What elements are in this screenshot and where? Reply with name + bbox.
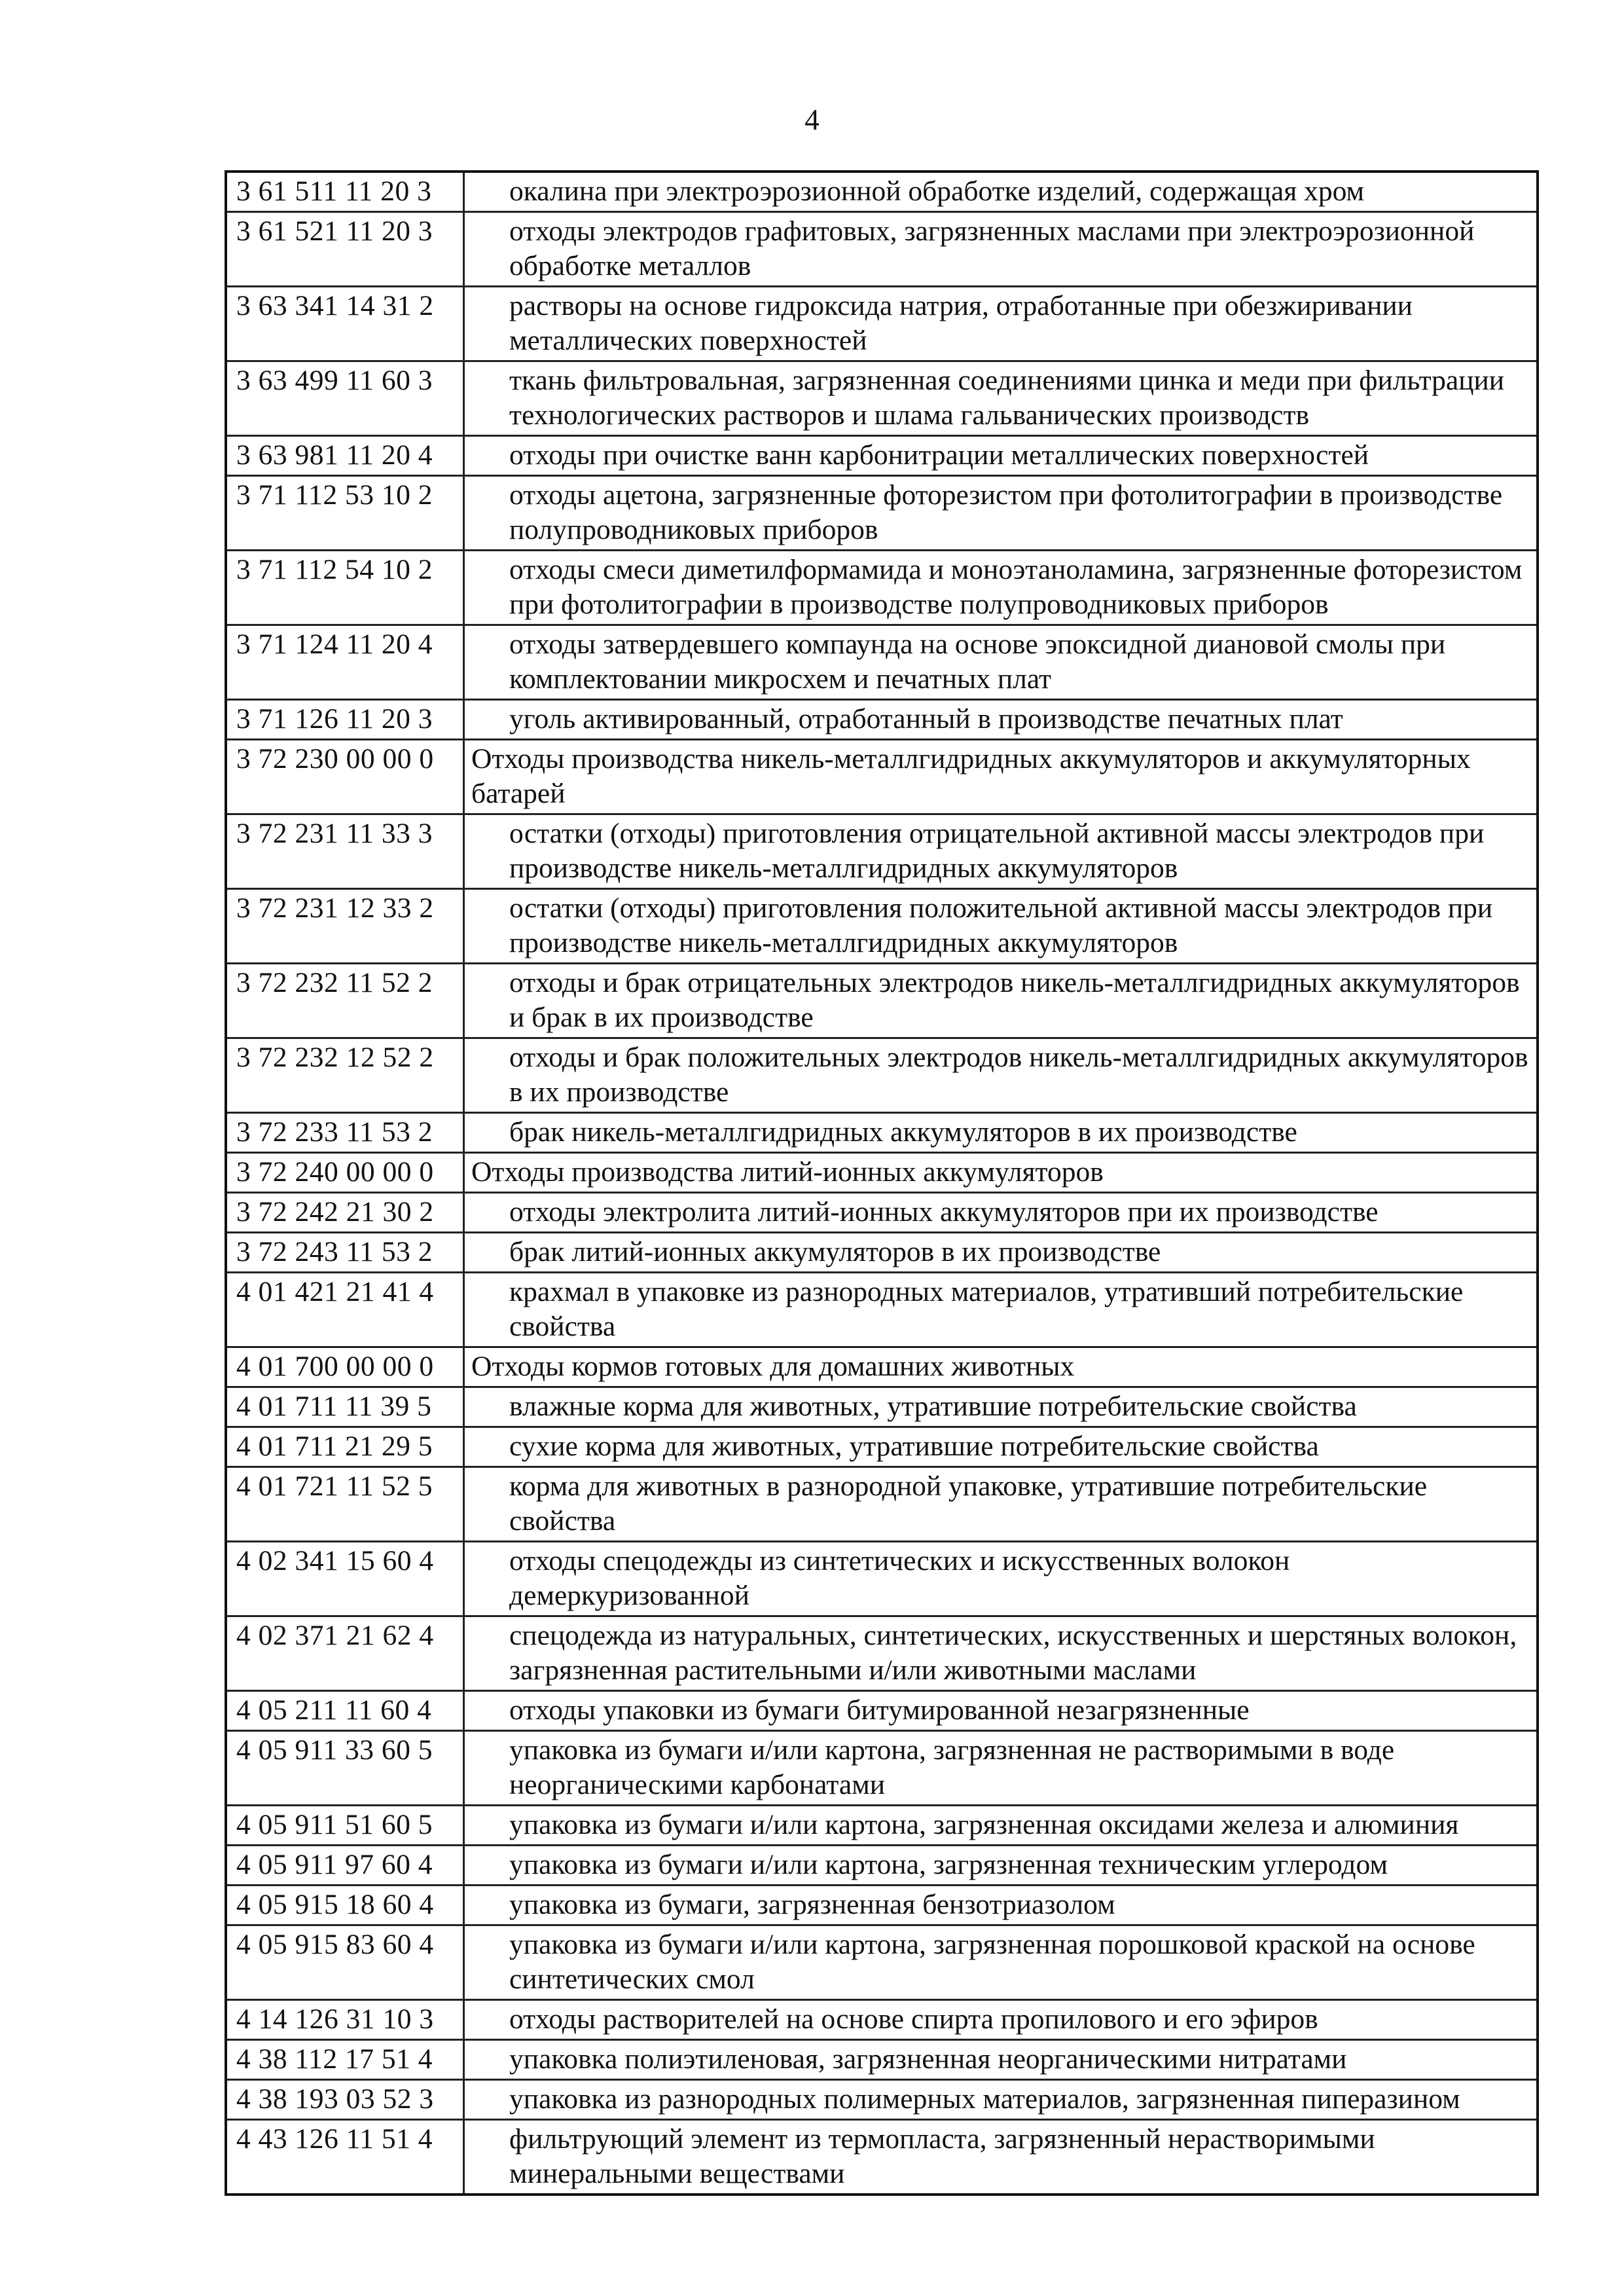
table-row bbox=[226, 2000, 1538, 2040]
waste-description-cell: остатки (отходы) приготовления положительной активной массы электродов при производстве никель-металлгидридных аккумуляторов bbox=[464, 889, 1538, 964]
waste-description-cell: упаковка из бумаги и/или картона, загрязненная техническим углеродом bbox=[464, 1846, 1538, 1886]
table-row bbox=[226, 1233, 1538, 1273]
waste-description-cell: отходы электролита литий-ионных аккумуляторов при их производстве bbox=[464, 1193, 1538, 1233]
table-row bbox=[226, 1387, 1538, 1427]
table-row bbox=[226, 212, 1538, 287]
waste-description-cell: отходы при очистке ванн карбонитрации металлических поверхностей bbox=[464, 436, 1538, 476]
waste-description-cell: упаковка полиэтиленовая, загрязненная неорганическими нитратами bbox=[464, 2040, 1538, 2080]
table-row bbox=[226, 172, 1538, 212]
table-row bbox=[226, 361, 1538, 436]
waste-description-cell: отходы упаковки из бумаги битумированной незагрязненные bbox=[464, 1691, 1538, 1731]
waste-description-cell: отходы и брак отрицательных электродов никель-металлгидридных аккумуляторов и брак в их производстве bbox=[464, 964, 1538, 1038]
waste-description-cell: отходы и брак положительных электродов никель-металлгидридных аккумуляторов в их производстве bbox=[464, 1038, 1538, 1113]
waste-code-cell: 4 43 126 11 51 4 bbox=[226, 2120, 464, 2195]
table-group-row bbox=[226, 740, 1538, 814]
table-row bbox=[226, 964, 1538, 1038]
table-row bbox=[226, 476, 1538, 551]
waste-code-cell: 4 01 421 21 41 4 bbox=[226, 1273, 464, 1347]
waste-code-cell: 4 01 700 00 00 0 bbox=[226, 1347, 464, 1387]
waste-description-cell: отходы затвердевшего компаунда на основе эпоксидной диановой смолы при комплектовании микросхем и печатных плат bbox=[464, 625, 1538, 700]
waste-code-cell: 4 01 711 11 39 5 bbox=[226, 1387, 464, 1427]
table-row bbox=[226, 1731, 1538, 1806]
waste-description-cell: упаковка из бумаги, загрязненная бензотриазолом bbox=[464, 1886, 1538, 1925]
waste-code-cell: 3 61 511 11 20 3 bbox=[226, 172, 464, 212]
waste-code-cell: 3 72 230 00 00 0 bbox=[226, 740, 464, 814]
page-number: 4 bbox=[804, 103, 820, 136]
table-row bbox=[226, 700, 1538, 740]
waste-codes-table bbox=[225, 170, 1539, 2196]
table-row bbox=[226, 1886, 1538, 1925]
table-group-row bbox=[226, 1153, 1538, 1193]
table-row bbox=[226, 1616, 1538, 1691]
table-row bbox=[226, 2080, 1538, 2120]
waste-description-cell: упаковка из разнородных полимерных материалов, загрязненная пиперазином bbox=[464, 2080, 1538, 2120]
table-row bbox=[226, 2120, 1538, 2195]
waste-description-cell: упаковка из бумаги и/или картона, загрязненная не растворимыми в воде неорганическими карбонатами bbox=[464, 1731, 1538, 1806]
waste-code-cell: 4 05 915 83 60 4 bbox=[226, 1925, 464, 2000]
waste-code-cell: 3 61 521 11 20 3 bbox=[226, 212, 464, 287]
table-row bbox=[226, 889, 1538, 964]
waste-description-cell: отходы смеси диметилформамида и моноэтаноламина, загрязненные фоторезистом при фотолитографии в производстве полупроводниковых приборов bbox=[464, 551, 1538, 625]
table-body bbox=[226, 172, 1538, 2195]
waste-description-cell: упаковка из бумаги и/или картона, загрязненная оксидами железа и алюминия bbox=[464, 1806, 1538, 1846]
waste-code-cell: 3 71 124 11 20 4 bbox=[226, 625, 464, 700]
waste-code-cell: 3 72 231 12 33 2 bbox=[226, 889, 464, 964]
waste-description-cell: влажные корма для животных, утратившие потребительские свойства bbox=[464, 1387, 1538, 1427]
waste-code-cell: 4 05 911 51 60 5 bbox=[226, 1806, 464, 1846]
waste-code-cell: 4 05 911 33 60 5 bbox=[226, 1731, 464, 1806]
table-group-row bbox=[226, 1347, 1538, 1387]
waste-code-cell: 4 14 126 31 10 3 bbox=[226, 2000, 464, 2040]
table-row bbox=[226, 1113, 1538, 1153]
table-row bbox=[226, 551, 1538, 625]
waste-code-cell: 3 72 233 11 53 2 bbox=[226, 1113, 464, 1153]
waste-code-cell: 3 72 243 11 53 2 bbox=[226, 1233, 464, 1273]
waste-code-cell: 3 71 126 11 20 3 bbox=[226, 700, 464, 740]
waste-code-cell: 4 01 711 21 29 5 bbox=[226, 1427, 464, 1467]
table-row bbox=[226, 1925, 1538, 2000]
waste-description-cell: упаковка из бумаги и/или картона, загрязненная порошковой краской на основе синтетических смол bbox=[464, 1925, 1538, 2000]
table-row bbox=[226, 436, 1538, 476]
waste-description-cell: ткань фильтровальная, загрязненная соединениями цинка и меди при фильтрации технологических растворов и шлама гальванических производств bbox=[464, 361, 1538, 436]
waste-code-cell: 3 72 232 12 52 2 bbox=[226, 1038, 464, 1113]
table-row bbox=[226, 1846, 1538, 1886]
waste-description-cell: уголь активированный, отработанный в производстве печатных плат bbox=[464, 700, 1538, 740]
table-row bbox=[226, 1427, 1538, 1467]
table-row bbox=[226, 1273, 1538, 1347]
waste-code-cell: 4 02 371 21 62 4 bbox=[226, 1616, 464, 1691]
group-title-cell: Отходы кормов готовых для домашних животных bbox=[464, 1347, 1538, 1387]
table-row bbox=[226, 1467, 1538, 1542]
table-row bbox=[226, 2040, 1538, 2080]
waste-code-cell: 3 72 231 11 33 3 bbox=[226, 814, 464, 889]
table-row bbox=[226, 1193, 1538, 1233]
table-row bbox=[226, 1691, 1538, 1731]
waste-code-cell: 4 38 193 03 52 3 bbox=[226, 2080, 464, 2120]
waste-code-cell: 3 72 242 21 30 2 bbox=[226, 1193, 464, 1233]
waste-description-cell: отходы электродов графитовых, загрязненных маслами при электроэрозионной обработке металлов bbox=[464, 212, 1538, 287]
table-row bbox=[226, 287, 1538, 361]
waste-description-cell: брак никель-металлгидридных аккумуляторов в их производстве bbox=[464, 1113, 1538, 1153]
waste-description-cell: отходы спецодежды из синтетических и искусственных волокон демеркуризованной bbox=[464, 1542, 1538, 1616]
waste-description-cell: крахмал в упаковке из разнородных материалов, утративший потребительские свойства bbox=[464, 1273, 1538, 1347]
group-title-cell: Отходы производства литий-ионных аккумуляторов bbox=[464, 1153, 1538, 1193]
waste-description-cell: фильтрующий элемент из термопласта, загрязненный нерастворимыми минеральными веществами bbox=[464, 2120, 1538, 2195]
table-row bbox=[226, 1542, 1538, 1616]
waste-code-cell: 3 72 232 11 52 2 bbox=[226, 964, 464, 1038]
waste-code-cell: 3 63 981 11 20 4 bbox=[226, 436, 464, 476]
table-row bbox=[226, 625, 1538, 700]
waste-description-cell: окалина при электроэрозионной обработке изделий, содержащая хром bbox=[464, 172, 1538, 212]
waste-description-cell: спецодежда из натуральных, синтетических, искусственных и шерстяных волокон, загрязненная растительными и/или животными маслами bbox=[464, 1616, 1538, 1691]
waste-code-cell: 4 02 341 15 60 4 bbox=[226, 1542, 464, 1616]
waste-description-cell: брак литий-ионных аккумуляторов в их производстве bbox=[464, 1233, 1538, 1273]
waste-description-cell: отходы ацетона, загрязненные фоторезистом при фотолитографии в производстве полупроводниковых приборов bbox=[464, 476, 1538, 551]
waste-code-cell: 3 72 240 00 00 0 bbox=[226, 1153, 464, 1193]
table-row bbox=[226, 814, 1538, 889]
waste-description-cell: сухие корма для животных, утратившие потребительские свойства bbox=[464, 1427, 1538, 1467]
group-title-cell: Отходы производства никель-металлгидридных аккумуляторов и аккумуляторных батарей bbox=[464, 740, 1538, 814]
table-row bbox=[226, 1038, 1538, 1113]
waste-code-cell: 4 05 911 97 60 4 bbox=[226, 1846, 464, 1886]
waste-code-cell: 4 38 112 17 51 4 bbox=[226, 2040, 464, 2080]
waste-code-cell: 3 63 341 14 31 2 bbox=[226, 287, 464, 361]
waste-code-cell: 3 63 499 11 60 3 bbox=[226, 361, 464, 436]
waste-code-cell: 4 05 211 11 60 4 bbox=[226, 1691, 464, 1731]
waste-description-cell: остатки (отходы) приготовления отрицательной активной массы электродов при производстве никель-металлгидридных аккумуляторов bbox=[464, 814, 1538, 889]
waste-description-cell: растворы на основе гидроксида натрия, отработанные при обезжиривании металлических поверхностей bbox=[464, 287, 1538, 361]
waste-description-cell: корма для животных в разнородной упаковке, утратившие потребительские свойства bbox=[464, 1467, 1538, 1542]
waste-code-cell: 4 01 721 11 52 5 bbox=[226, 1467, 464, 1542]
waste-code-cell: 3 71 112 53 10 2 bbox=[226, 476, 464, 551]
waste-code-cell: 3 71 112 54 10 2 bbox=[226, 551, 464, 625]
waste-code-cell: 4 05 915 18 60 4 bbox=[226, 1886, 464, 1925]
table-row bbox=[226, 1806, 1538, 1846]
waste-description-cell: отходы растворителей на основе спирта пропилового и его эфиров bbox=[464, 2000, 1538, 2040]
